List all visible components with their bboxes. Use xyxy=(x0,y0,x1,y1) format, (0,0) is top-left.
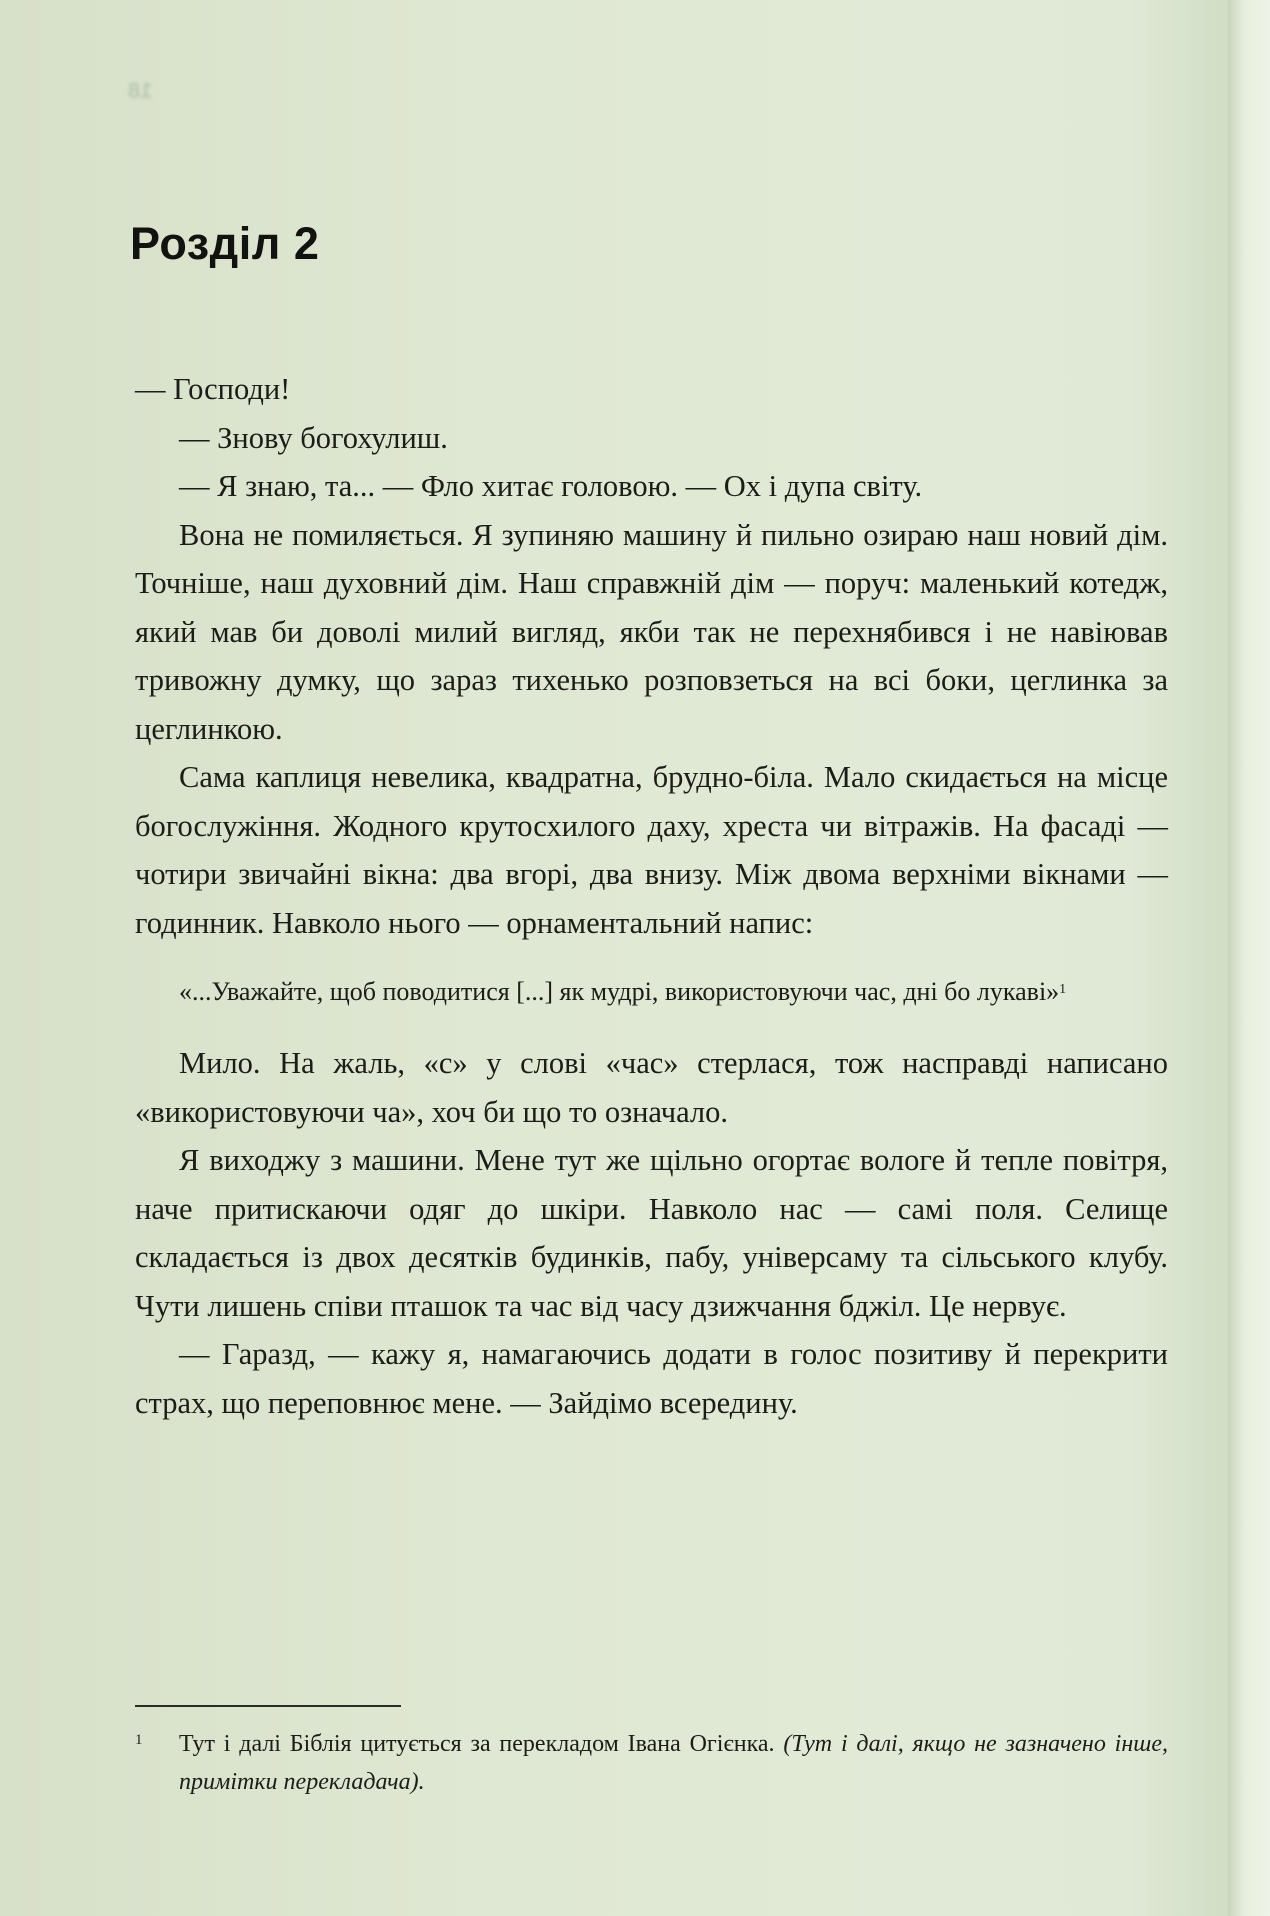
epigraph-text: «...Уважайте, щоб поводитися [...] як мудрі, використовуючи час, дні бо лукаві» xyxy=(179,977,1060,1006)
page-edge xyxy=(1228,0,1270,1916)
footnote xyxy=(135,1725,1168,1801)
footnote-reference[interactable]: 1 xyxy=(1059,982,1067,997)
footnote-text: Тут і далі Біблія цитується за перекладом Івана Огієнка. xyxy=(179,1731,775,1757)
paragraph: — Знову богохулиш. xyxy=(179,420,448,455)
footnote-mark: 1 xyxy=(135,1732,143,1748)
paragraph: — Гаразд, — кажу я, намагаючись додати в голос позитиву й перекрити страх, що переповнює мене. — Зайдімо всередину. xyxy=(135,1337,1168,1420)
paragraph: Сама каплиця невелика, квадратна, брудно-біла. Мало скидається на місце богослужіння. Жодного крутосхилого даху, хреста чи вітражів. На фасаді — чотири звичайні вікна: два вгорі, два внизу. Між двома верхніми вікнами — годинник. Навколо нього — орнаментальний напис: xyxy=(135,760,1168,940)
footnote-body xyxy=(135,1725,1168,1801)
chapter-title: Розділ 2 xyxy=(130,218,320,269)
footnote-divider xyxy=(135,1705,401,1707)
epigraph-quote xyxy=(135,969,1119,1015)
paragraph: — Я знаю, та... — Фло хитає головою. — Ох і дупа світу. xyxy=(179,469,923,503)
chapter-body xyxy=(135,365,1168,1427)
paragraph: Мило. На жаль, «с» у слові «час» стерлася, тож насправді написано «використовуючи ча», хоч би що то означало. xyxy=(135,1046,1168,1129)
bleed-through-page-number: 18 xyxy=(128,78,153,103)
paragraph: — Господи! xyxy=(135,372,291,406)
paragraph: Вона не помиляється. Я зупиняю машину й пильно озираю наш новий дім. Точніше, наш духовний дім. Наш справжній дім — поруч: маленький котедж, який мав би доволі милий вигляд, якби так не перехнябився і не навіював тривожну думку, що зараз тихенько розповзеться на всі боки, цеглинка за цеглинкою. xyxy=(135,517,1168,746)
footnote-italic-note: (Тут і далі, якщо не зазначено інше, примітки перекладача). xyxy=(179,1731,1169,1795)
paragraph: Я виходжу з машини. Мене тут же щільно огортає вологе й тепле повітря, наче притискаючи одяг до шкіри. Навколо нас — самі поля. Селище складається із двох десятків будинків, пабу, універсаму та сільського клубу. Чути лишень співи пташок та час від часу дзижчання бджіл. Це нервує. xyxy=(135,1143,1168,1323)
